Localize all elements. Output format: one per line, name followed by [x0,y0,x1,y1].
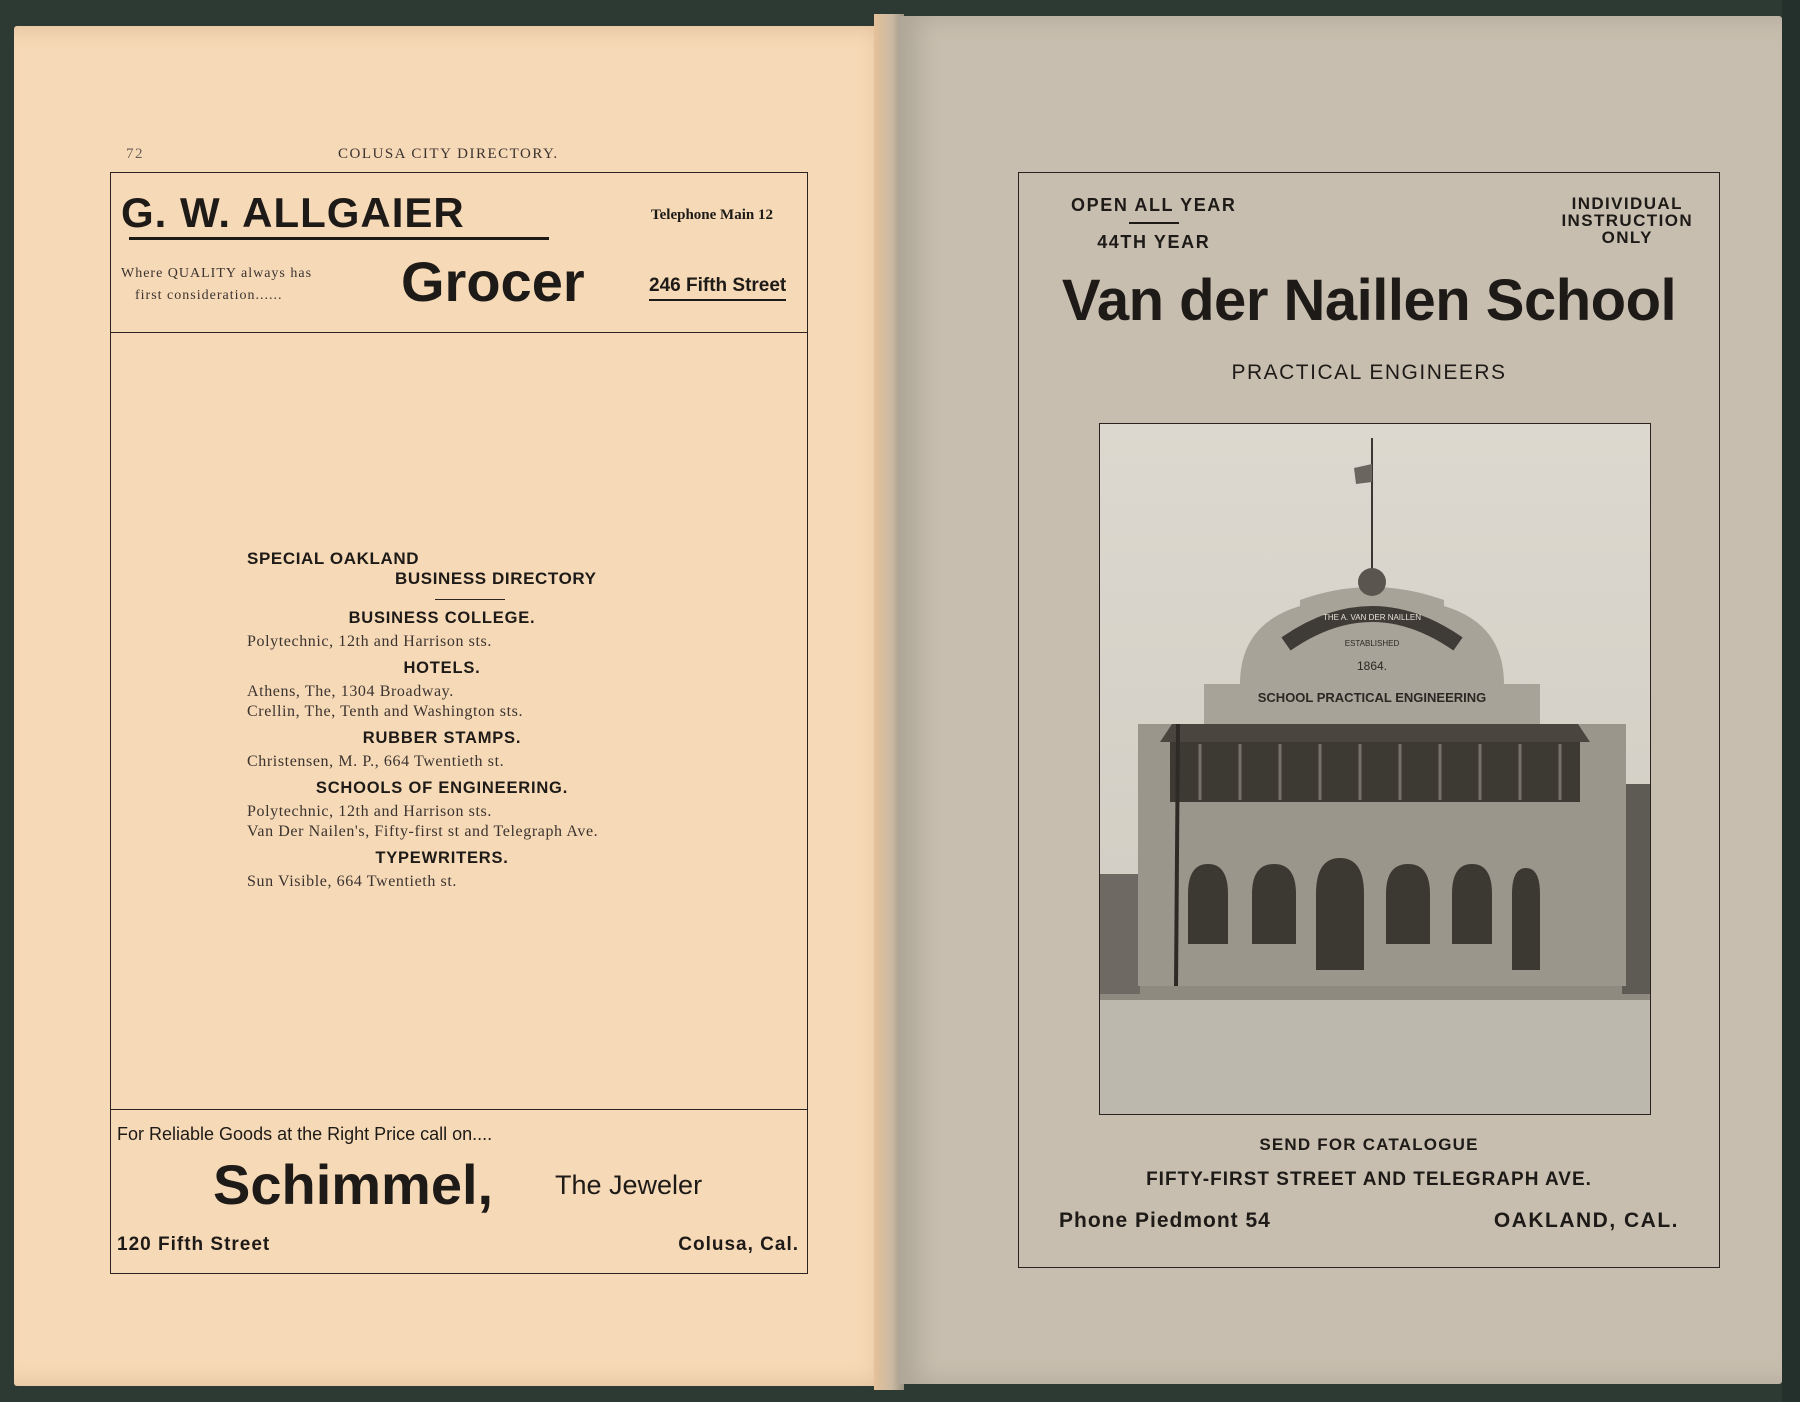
allgaier-address: 246 Fifth Street [649,275,786,301]
allgaier-ad [111,173,807,333]
individual-line3: ONLY [1601,228,1653,247]
send-for-catalogue: SEND FOR CATALOGUE [1259,1135,1479,1154]
school-ad-frame [1018,172,1720,1268]
directory-rule [435,599,505,600]
left-page [14,26,898,1386]
oakland-directory [247,549,637,892]
section-heading: HOTELS. [403,659,481,677]
allgaier-slogan-line1: Where QUALITY always has [121,266,313,281]
school-city: OAKLAND, CAL. [1493,1209,1679,1232]
allgaier-slogan [121,263,361,307]
year-text: 44TH YEAR [1097,231,1211,252]
individual-line1: INDIVIDUAL [1571,194,1683,213]
schimmel-call: For Reliable Goods at the Right Price call on.... [117,1124,493,1144]
building-sign-main: SCHOOL PRACTICAL ENGINEERING [1257,690,1487,705]
individual-line2: INSTRUCTION [1561,211,1693,230]
cover-edge [1782,0,1800,1402]
school-subtitle: PRACTICAL ENGINEERS [1231,361,1507,384]
section-heading: TYPEWRITERS. [375,849,509,867]
building-sign-top: THE A. VAN DER NAILLEN [1322,613,1422,622]
right-page [898,16,1782,1384]
schimmel-role: The Jeweler [555,1170,703,1200]
individual-instruction [1561,195,1693,246]
schimmel-address: 120 Fifth Street [117,1234,271,1255]
section-heading: SCHOOLS OF ENGINEERING. [315,779,569,797]
directory-section [247,778,637,842]
allgaier-underline [129,237,549,240]
allgaier-slogan-line2: first consideration...... [135,288,283,303]
directory-entry: Van Der Nailen's, Fifty-first st and Telegraph Ave. [247,823,599,840]
page-frame [110,172,808,1274]
schimmel-ad [111,1109,807,1273]
school-name: Van der Naillen School [1061,268,1677,333]
page-number: 72 [126,146,144,162]
allgaier-telephone: Telephone Main 12 [651,207,773,223]
open-all-year [1071,195,1237,253]
allgaier-trade: Grocer [401,250,585,313]
open-rule [1129,222,1179,224]
directory-entry: Polytechnic, 12th and Harrison sts. [247,633,492,650]
directory-section [247,728,637,772]
school-building-photo [1099,423,1651,1115]
directory-section [247,608,637,652]
schimmel-city: Colusa, Cal. [678,1234,799,1255]
building-illustration [1100,424,1651,1115]
open-all-year-text: OPEN ALL YEAR [1071,195,1237,215]
allgaier-name: G. W. ALLGAIER [121,189,465,236]
school-phone: Phone Piedmont 54 [1059,1209,1271,1232]
section-heading: BUSINESS COLLEGE. [348,609,536,627]
directory-section [247,848,637,892]
directory-entry: Christensen, M. P., 664 Twentieth st. [247,753,505,770]
directory-title-line1: SPECIAL OAKLAND [247,549,420,568]
section-heading: RUBBER STAMPS. [362,729,522,747]
schimmel-name: Schimmel, [213,1153,494,1216]
directory-entry: Crellin, The, Tenth and Washington sts. [247,703,524,720]
directory-title-line2: BUSINESS DIRECTORY [395,569,597,588]
directory-entry: Athens, The, 1304 Broadway. [247,683,454,700]
running-head-title: COLUSA CITY DIRECTORY. [338,146,559,162]
directory-entry: Sun Visible, 664 Twentieth st. [247,873,457,890]
directory-entry: Polytechnic, 12th and Harrison sts. [247,803,492,820]
building-sign-year: 1864. [1356,659,1388,673]
building-sign-established: ESTABLISHED [1344,639,1400,648]
school-street: FIFTY-FIRST STREET AND TELEGRAPH AVE. [1146,1169,1592,1190]
directory-section [247,658,637,722]
